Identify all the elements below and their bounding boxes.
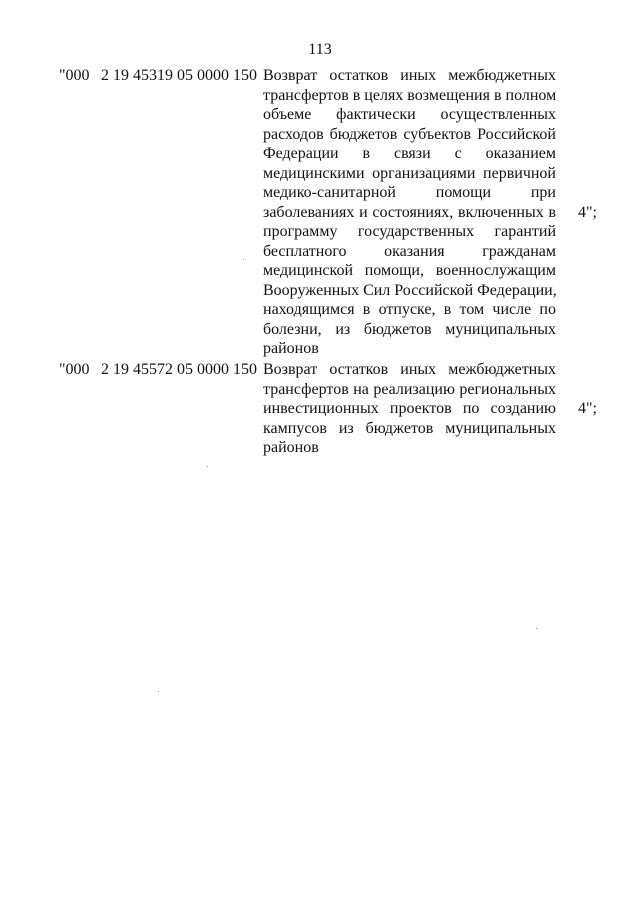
- description-line: Вооруженных Сил Российской Федерации,: [263, 281, 557, 299]
- admin-code: "000: [59, 67, 90, 84]
- description-line: программу государственных гарантий: [263, 223, 556, 240]
- income-description: [263, 360, 556, 458]
- scan-speck: [536, 628, 537, 629]
- standard-value: 4";: [578, 400, 597, 417]
- description-line: кампусов из бюджетов муниципальных: [263, 419, 556, 437]
- description-line: медико-санитарной помощи при: [263, 184, 556, 201]
- description-line: Возврат остатков иных межбюджетных: [263, 361, 556, 378]
- description-line: находящимся в отпуске, в том числе по: [263, 301, 556, 318]
- scan-speck: [207, 466, 208, 467]
- page-number: 113: [308, 41, 332, 58]
- description-line: заболеваниях и состояниях, включенных в: [263, 203, 556, 221]
- description-line: инвестиционных проектов по созданию: [263, 400, 556, 417]
- description-line: медицинской помощи, военнослужащим: [263, 262, 556, 279]
- standard-value: 4";: [578, 204, 597, 221]
- income-description: [263, 66, 556, 359]
- admin-code: "000: [59, 361, 90, 378]
- budget-classification-code: 2 19 45319 05 0000 150: [101, 67, 257, 84]
- description-line: расходов бюджетов субъектов Российской: [263, 125, 556, 143]
- description-line: объеме фактически осуществленных: [263, 106, 556, 123]
- description-line: Федерации в связи с оказанием: [263, 145, 556, 162]
- description-line: трансфертов в целях возмещения в полном: [263, 86, 557, 104]
- description-line: болезни, из бюджетов муниципальных: [263, 320, 556, 338]
- scan-speck: [243, 259, 244, 260]
- description-line: медицинскими организациями первичной: [263, 164, 556, 182]
- description-line: бесплатного оказания гражданам: [263, 242, 556, 260]
- description-line: Возврат остатков иных межбюджетных: [263, 67, 556, 84]
- description-line: районов: [263, 439, 319, 456]
- budget-classification-code: 2 19 45572 05 0000 150: [101, 361, 257, 378]
- description-line: трансфертов на реализацию региональных: [263, 380, 556, 398]
- description-line: районов: [263, 340, 319, 357]
- scan-speck: [158, 691, 159, 692]
